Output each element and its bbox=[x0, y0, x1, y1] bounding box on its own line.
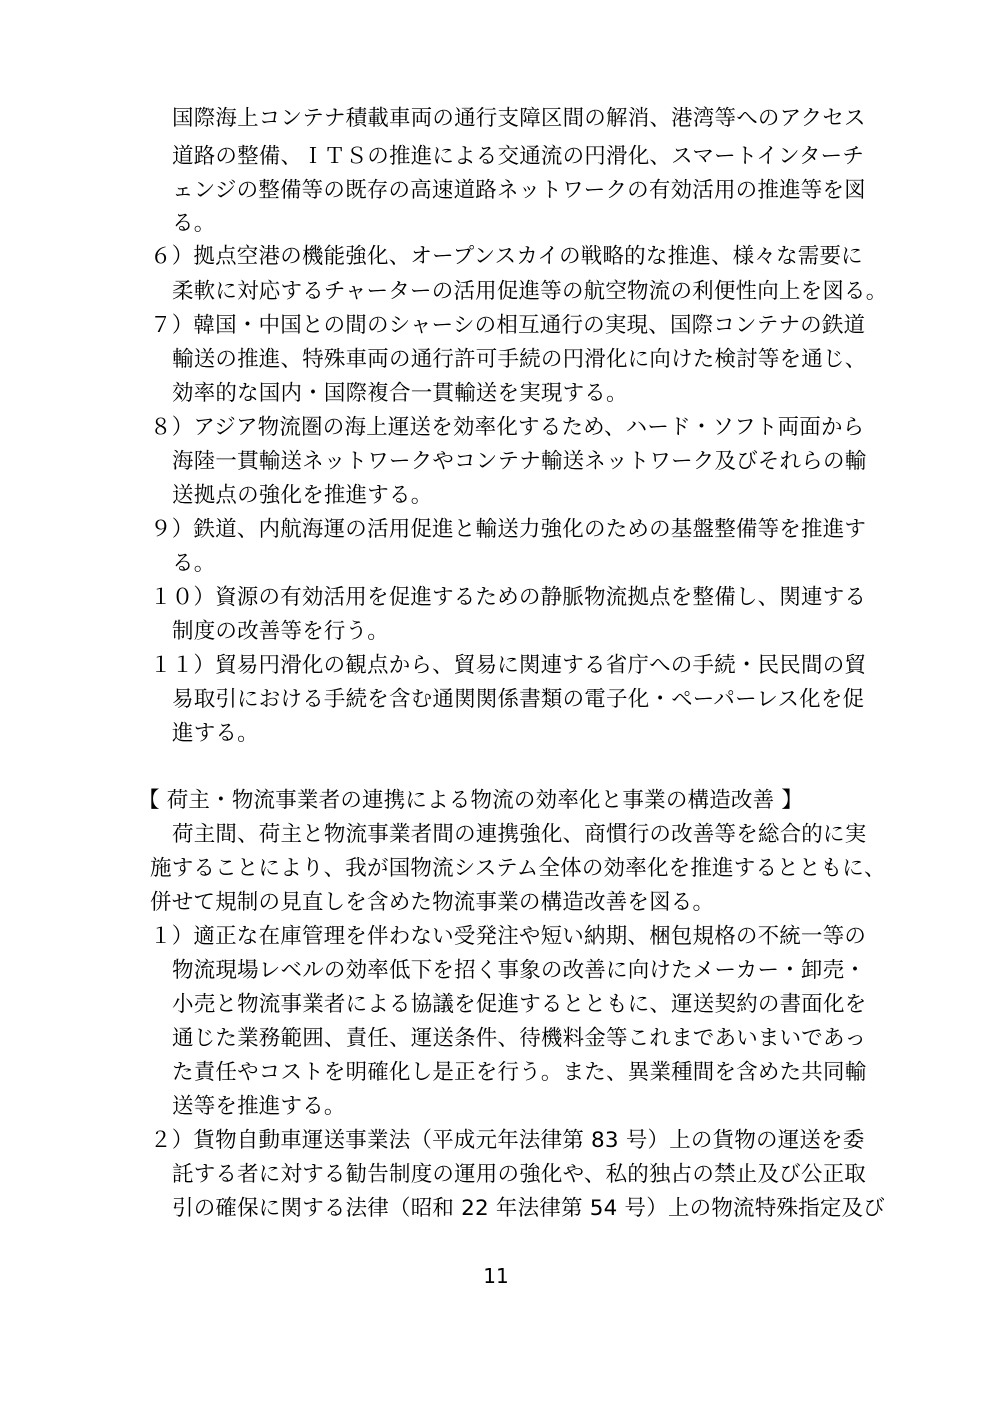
text-line: 送拠点の強化を推進する。 bbox=[172, 483, 433, 508]
text-line: 通じた業務範囲、責任、運送条件、待機料金等これまであいまいであっ bbox=[172, 1026, 867, 1051]
page-number: 11 bbox=[483, 1264, 509, 1288]
text-line: 送等を推進する。 bbox=[172, 1094, 346, 1119]
text-line: る。 bbox=[172, 551, 216, 576]
text-line: 引の確保に関する法律（昭和 22 年法律第 54 号）上の物流特殊指定及び bbox=[172, 1196, 885, 1221]
text-line: 小売と物流事業者による協議を促進するとともに、運送契約の書面化を bbox=[172, 992, 867, 1017]
list-item-9-line: ９）鉄道、内航海運の活用促進と輸送力強化のための基盤整備等を推進す bbox=[150, 517, 867, 542]
list-item-7-line: ７）韓国・中国との間のシャーシの相互通行の実現、国際コンテナの鉄道 bbox=[150, 313, 866, 338]
text-line: 国際海上コンテナ積載車両の通行支障区間の解消、港湾等へのアクセス bbox=[172, 106, 866, 131]
text-line: 物流現場レベルの効率低下を招く事象の改善に向けたメーカー・卸売・ bbox=[172, 958, 866, 983]
text-line: 託する者に対する勧告制度の運用の強化や、私的独占の禁止及び公正取 bbox=[172, 1162, 866, 1187]
text-line: ェンジの整備等の既存の高速道路ネットワークの有効活用の推進等を図 bbox=[172, 178, 866, 203]
paragraph-line: 施することにより、我が国物流システム全体の効率化を推進するとともに、 bbox=[150, 856, 886, 881]
list-item-8-line: ８）アジア物流圏の海上運送を効率化するため、ハード・ソフト両面から bbox=[150, 415, 865, 440]
text-line: 柔軟に対応するチャーターの活用促進等の航空物流の利便性向上を図る。 bbox=[172, 279, 888, 304]
paragraph-line: 併せて規制の見直しを含めた物流事業の構造改善を図る。 bbox=[150, 890, 715, 915]
list-item-10-line: １０）資源の有効活用を促進するための静脈物流拠点を整備し、関連する bbox=[150, 585, 867, 610]
text-line: 進する。 bbox=[172, 721, 259, 746]
list-item-6-line: ６）拠点空港の機能強化、オープンスカイの戦略的な推進、様々な需要に bbox=[150, 244, 863, 269]
text-line: る。 bbox=[172, 211, 216, 236]
list-item-2-line: ２）貨物自動車運送事業法（平成元年法律第 83 号）上の貨物の運送を委 bbox=[150, 1128, 865, 1153]
section-heading: 【 荷主・物流事業者の連携による物流の効率化と事業の構造改善 】 bbox=[138, 788, 804, 813]
paragraph-line: 荷主間、荷主と物流事業者間の連携強化、商慣行の改善等を総合的に実 bbox=[172, 822, 867, 847]
list-item-11-line: １１）貿易円滑化の観点から、貿易に関連する省庁への手続・民民間の貿 bbox=[150, 653, 867, 678]
text-line: 海陸一貫輸送ネットワークやコンテナ輸送ネットワーク及びそれらの輸 bbox=[172, 449, 867, 474]
text-line: 道路の整備、ＩＴＳの推進による交通流の円滑化、スマートインターチ bbox=[172, 144, 865, 169]
text-line: 輸送の推進、特殊車両の通行許可手続の円滑化に向けた検討等を通じ、 bbox=[172, 347, 867, 372]
text-line: 制度の改善等を行う。 bbox=[172, 619, 390, 644]
text-line: 易取引における手続を含む通関関係書類の電子化・ペーパーレス化を促 bbox=[172, 687, 865, 712]
text-line: た責任やコストを明確化し是正を行う。また、異業種間を含めた共同輸 bbox=[172, 1060, 867, 1085]
text-line: 効率的な国内・国際複合一貫輸送を実現する。 bbox=[172, 381, 628, 406]
list-item-1-line: １）適正な在庫管理を伴わない受発注や短い納期、梱包規格の不統一等の bbox=[150, 924, 867, 949]
